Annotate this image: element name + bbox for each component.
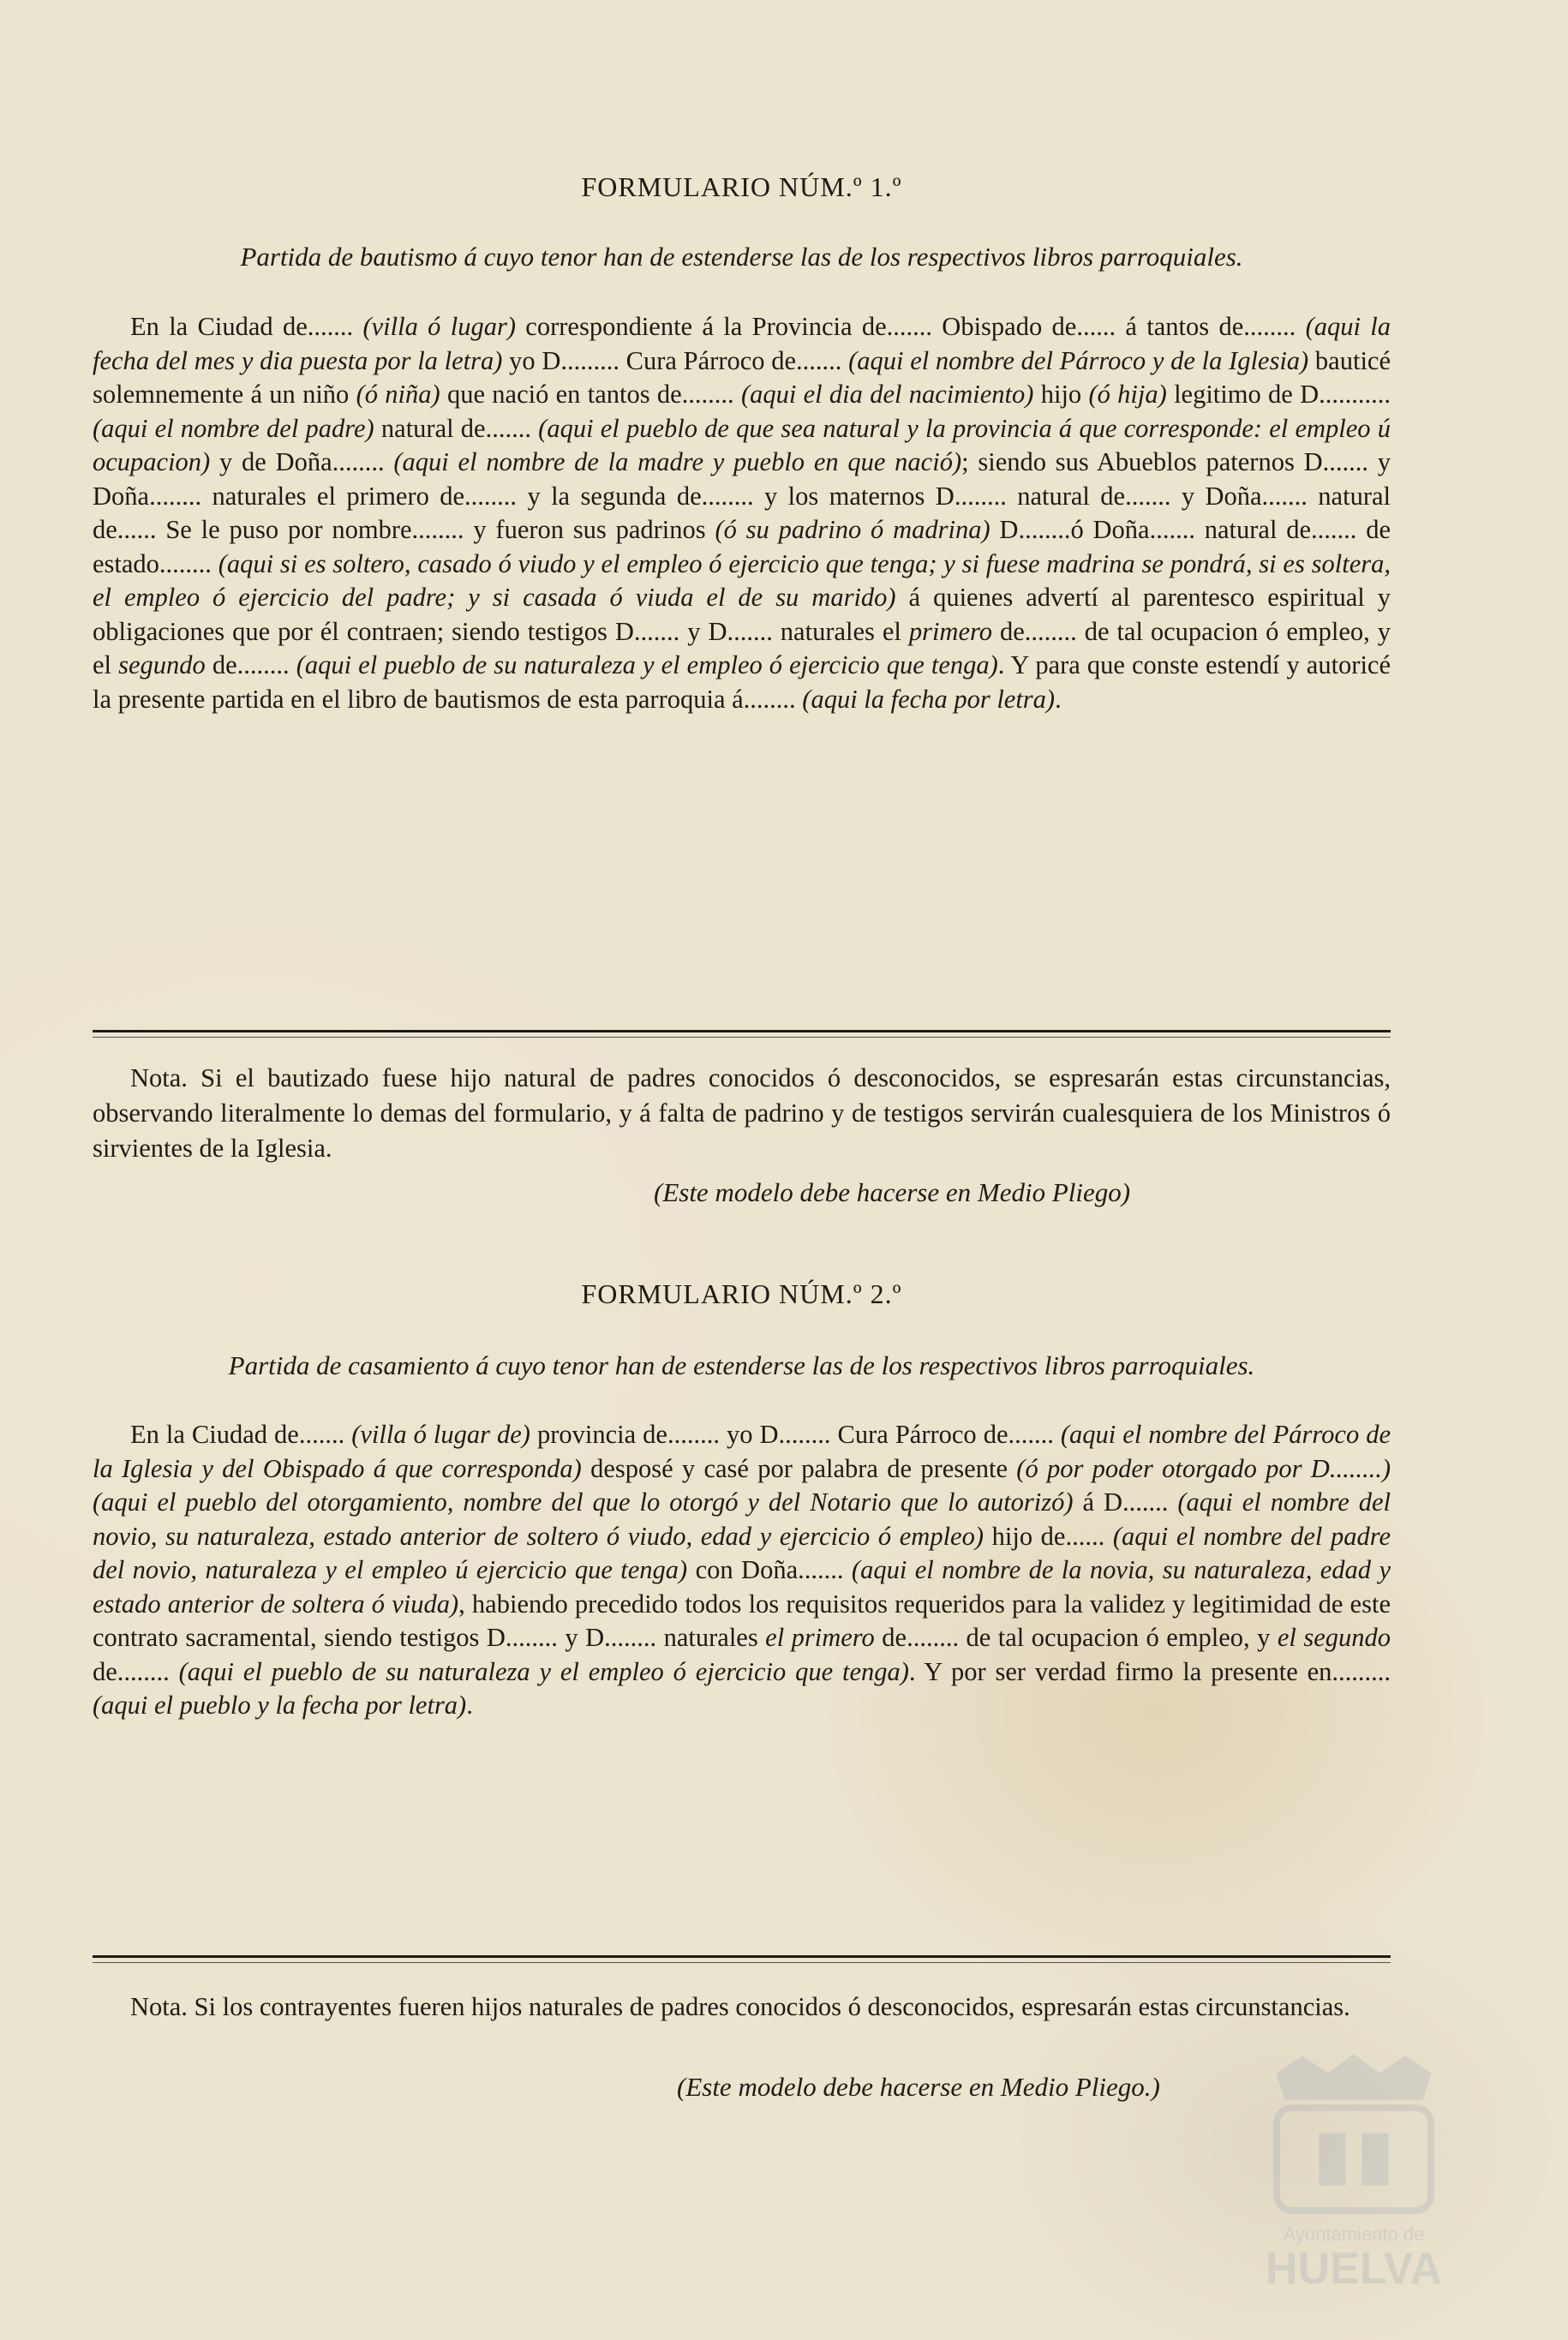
text-segment: . (1055, 684, 1062, 714)
text-segment: correspondiente á la Provincia de....... Obispado de...... á tantos de........ (515, 312, 1306, 341)
form1-note-text: Si el bautizado fuese hijo natural de padres conocidos ó desconocidos, se espresarán estas circunstancias, observando literalmente lo demas del formulario, y á falta de padrino y de testigos servirán cualesquiera de los Ministros ó sirvientes de la Iglesia. (93, 1063, 1391, 1163)
form1-note (93, 1061, 1391, 1166)
text-segment: natural de....... (374, 413, 539, 443)
text-segment: (aqui el nombre del Párroco y de la Iglesia) (848, 345, 1309, 375)
text-segment: (aqui el nombre del Párroco de la Iglesia y del Obispado á que corresponda) (93, 1420, 1391, 1483)
text-segment: (aqui el pueblo de su naturaleza y el empleo ó ejercicio que tenga) (178, 1656, 909, 1686)
text-segment: de........ (205, 650, 296, 679)
text-segment: (villa ó lugar) (362, 312, 516, 341)
form2-subtitle: Partida de casamiento á cuyo tenor han de estenderse las de los respectivos libros parroquiales. (228, 1350, 1255, 1380)
text-segment: (aqui el nombre del padre) (93, 413, 374, 443)
text-segment: (ó niña) (356, 380, 440, 409)
text-segment: desposé y casé por palabra de presente (581, 1453, 1017, 1483)
text-segment: (aqui el nombre de la madre y pueblo en que nació) (393, 447, 962, 476)
text-segment: . (466, 1691, 473, 1720)
form1-divider (93, 1030, 1391, 1032)
shield-icon (1277, 2108, 1431, 2211)
text-segment: En la Ciudad de....... (130, 1420, 352, 1449)
text-segment: el primero (765, 1623, 875, 1652)
text-segment: segundo (118, 650, 206, 679)
text-segment: de........ de tal ocupacion ó empleo, y el (93, 616, 1391, 679)
text-segment: (aqui el nombre de la novia, su naturaleza, edad y estado anterior de soltera ó viuda) (93, 1555, 1391, 1619)
text-segment: primero (908, 616, 992, 646)
text-segment: yo D......... Cura Párroco de....... (502, 345, 849, 375)
form1-subtitle: Partida de bautismo á cuyo tenor han de estenderse las de los respectivos libros parroquiales. (240, 242, 1243, 272)
text-segment: (aqui si es soltero, casado ó viudo y el empleo ó ejercicio que tenga; y si fuese madrina se pondrá, si es soltera, el empleo ó ejercicio del padre; y si casada ó viuda el de su marido) (93, 548, 1391, 612)
form1-body (93, 310, 1391, 716)
document-page (93, 0, 1391, 2340)
text-segment: que nació en tantos de........ (440, 380, 741, 409)
text-segment: , habiendo precedido todos los requisitos requeridos para la validez y legitimidad de este contrato sacramental, siendo testigos D........ y D........ naturales (93, 1589, 1391, 1652)
text-segment: bauticé solemnemente á un niño (93, 345, 1391, 409)
form2-body (93, 1418, 1391, 1723)
text-segment: En la Ciudad de....... (130, 312, 363, 341)
text-segment: (aqui el pueblo de su naturaleza y el empleo ó ejercicio que tenga) (296, 650, 998, 679)
text-segment: el segundo (1277, 1623, 1391, 1652)
text-segment: (aqui el nombre del novio, su naturaleza, estado anterior de soltero ó viudo, edad y ejercicio ó empleo) (93, 1487, 1391, 1551)
text-segment: hijo (1033, 380, 1089, 409)
text-segment: (villa ó lugar de) (351, 1420, 530, 1449)
text-segment: (ó su padrino ó madrina) (715, 515, 990, 544)
text-segment: (aqui el nombre del padre del novio, naturaleza y el empleo ú ejercicio que tenga) (93, 1521, 1391, 1584)
form2-note-label: Nota. (130, 1992, 188, 2021)
text-segment: (aqui el pueblo del otorgamiento, nombre del que lo otorgó y del Notario que lo autorizó) (93, 1487, 1074, 1517)
text-segment: . Y por ser verdad firmo la presente en......... (908, 1656, 1391, 1686)
text-segment: á quienes advertí al parentesco espiritual y obligaciones que por él contraen; siendo testigos D....... y D....... naturales el (93, 583, 1391, 646)
archive-stamp (1217, 2039, 1491, 2296)
stamp-text-main: HUELVA (1265, 2244, 1443, 2294)
form1-note-label: Nota. (130, 1063, 188, 1092)
form2-title: FORMULARIO NÚM.º 2.º (581, 1278, 902, 1309)
text-segment: (aqui el pueblo de que sea natural y la provincia á que corresponde: el empleo ú ocupacion) (93, 413, 1391, 476)
text-segment: provincia de........ yo D........ Cura Párroco de....... (530, 1420, 1061, 1449)
text-segment: . Y para que conste estendí y autoricé la presente partida en el libro de bautismos de esta parroquia á........ (93, 650, 1391, 714)
text-segment: con Doña....... (687, 1555, 852, 1584)
form1-model-note: (Este modelo debe hacerse en Medio Pliego) (654, 1177, 1131, 1207)
form1-title: FORMULARIO NÚM.º 1.º (581, 171, 902, 202)
form2-divider (93, 1955, 1391, 1958)
form2-note (93, 1990, 1391, 2025)
text-segment: ; siendo sus Abueblos paternos D....... y Doña........ naturales el primero de........ y la segunda de........ y los maternos D........ natural de....... y Doña....... natural de...... Se le puso por nombre........ y fueron sus padrinos (93, 447, 1391, 544)
form2-divider-thin (93, 1962, 1391, 1963)
form2-model-note: (Este modelo debe hacerse en Medio Pliego.) (677, 2072, 1160, 2102)
crown-icon (1277, 2055, 1431, 2099)
text-segment: hijo de...... (984, 1521, 1113, 1551)
form2-note-text: Si los contrayentes fueren hijos naturales de padres conocidos ó desconocidos, espresarán estas circunstancias. (187, 1992, 1350, 2021)
text-segment: á D....... (1073, 1487, 1178, 1517)
text-segment: (aqui la fecha del mes y dia puesta por la letra) (93, 312, 1391, 375)
text-segment: de........ de tal ocupacion ó empleo, y (874, 1623, 1278, 1652)
text-segment: (ó hija) (1088, 380, 1167, 409)
text-segment: (ó por poder otorgado por D........) (1016, 1453, 1391, 1483)
text-segment: y de Doña........ (210, 447, 394, 476)
text-segment: (aqui el dia del nacimiento) (740, 380, 1034, 409)
stamp-text-top: Ayuntamiento de (1283, 2223, 1425, 2245)
text-segment: (aqui el pueblo y la fecha por letra) (93, 1691, 467, 1720)
form1-divider-thin (93, 1037, 1391, 1038)
text-segment: D........ó Doña....... natural de....... de estado........ (93, 515, 1391, 578)
text-segment: (aqui la fecha por letra) (802, 684, 1056, 714)
text-segment: legitimo de D........... (1166, 380, 1391, 409)
text-segment: de........ (93, 1656, 179, 1686)
